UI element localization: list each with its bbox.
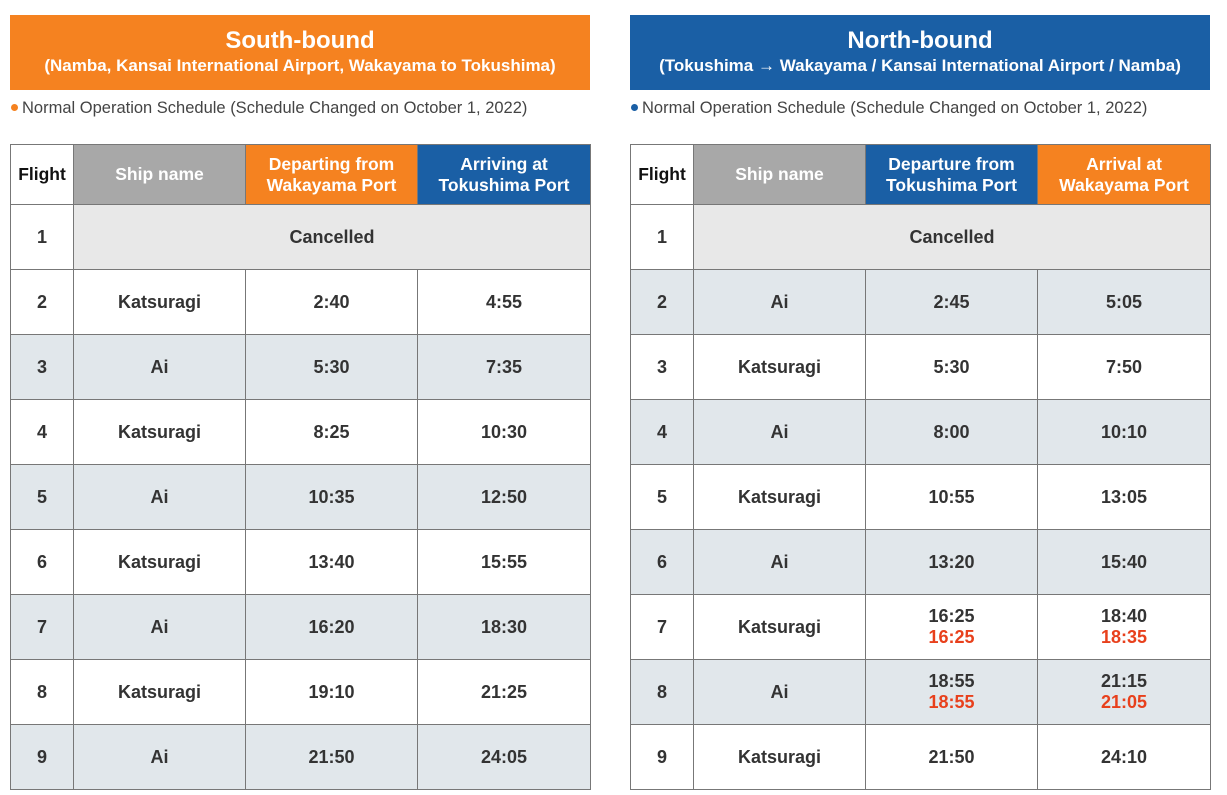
table-row <box>631 660 1211 725</box>
northbound-note-text: Normal Operation Schedule (Schedule Changed on October 1, 2022) <box>642 99 1148 117</box>
flight-number-cell: 4 <box>631 400 694 465</box>
flight-number-cell: 2 <box>631 270 694 335</box>
southbound-banner <box>10 15 590 90</box>
ship-name-cell: Katsuragi <box>74 530 246 595</box>
ship-name-cell: Katsuragi <box>74 660 246 725</box>
northbound-timetable <box>630 144 1211 790</box>
flight-number-cell: 9 <box>11 725 74 790</box>
ship-name-cell: Katsuragi <box>694 725 866 790</box>
flight-number-cell: 3 <box>11 335 74 400</box>
table-row <box>11 465 591 530</box>
arrival-column-header: Arriving at Tokushima Port <box>418 145 591 205</box>
changed-time: 18:35 <box>1100 627 1148 647</box>
arrival-time-cell: 7:35 <box>418 335 591 400</box>
scheduled-time: 18:55 <box>928 671 975 691</box>
changed-time: 18:55 <box>928 692 975 712</box>
ship-name-cell: Ai <box>74 465 246 530</box>
scheduled-time: 16:25 <box>928 606 975 626</box>
flight-number-cell: 9 <box>631 725 694 790</box>
flight-number-cell: 4 <box>11 400 74 465</box>
departure-column-header: Departing from Wakayama Port <box>246 145 418 205</box>
flight-number-cell: 1 <box>631 205 694 270</box>
arrival-time-cell: 10:10 <box>1038 400 1211 465</box>
flight-number-cell: 7 <box>11 595 74 660</box>
cancelled-cell: Cancelled <box>74 205 591 270</box>
table-row <box>631 400 1211 465</box>
arrival-time-cell: 24:05 <box>418 725 591 790</box>
ship-name-cell: Ai <box>694 400 866 465</box>
departure-time-cell: 19:10 <box>246 660 418 725</box>
ship-name-cell: Ai <box>74 595 246 660</box>
arrival-column-header: Arrival at Wakayama Port <box>1038 145 1211 205</box>
flight-number-cell: 5 <box>11 465 74 530</box>
northbound-panel <box>630 15 1210 767</box>
table-header-row <box>631 145 1211 205</box>
northbound-subtitle: (Tokushima → Wakayama / Kansai International Airport / Namba) <box>659 56 1181 75</box>
table-row <box>631 725 1211 790</box>
departure-time-cell: 16:20 <box>246 595 418 660</box>
table-row <box>11 270 591 335</box>
flight-number-cell: 8 <box>631 660 694 725</box>
ship-name-cell: Katsuragi <box>694 335 866 400</box>
southbound-subtitle: (Namba, Kansai International Airport, Wakayama to Tokushima) <box>44 56 556 75</box>
table-row <box>631 335 1211 400</box>
arrival-time-cell <box>1038 595 1211 660</box>
table-row <box>11 400 591 465</box>
departure-time-cell <box>866 595 1038 660</box>
departure-time-cell: 10:55 <box>866 465 1038 530</box>
ship-name-cell: Ai <box>694 530 866 595</box>
arrival-time-cell: 15:40 <box>1038 530 1211 595</box>
arrival-time-cell: 7:50 <box>1038 335 1211 400</box>
northbound-title: North-bound <box>847 27 993 54</box>
ship-column-header: Ship name <box>74 145 246 205</box>
flight-number-cell: 6 <box>11 530 74 595</box>
table-row <box>11 530 591 595</box>
flight-number-cell: 5 <box>631 465 694 530</box>
table-row <box>11 335 591 400</box>
departure-time-cell: 8:25 <box>246 400 418 465</box>
departure-time-cell: 2:40 <box>246 270 418 335</box>
changed-time: 16:25 <box>928 627 975 647</box>
departure-time-cell: 21:50 <box>246 725 418 790</box>
southbound-schedule-note <box>10 98 590 118</box>
table-row <box>631 595 1211 660</box>
departure-time-cell <box>866 660 1038 725</box>
ship-name-cell: Ai <box>694 660 866 725</box>
ship-name-cell: Katsuragi <box>74 400 246 465</box>
southbound-panel <box>10 15 590 767</box>
arrival-time-cell: 4:55 <box>418 270 591 335</box>
arrival-time-cell: 13:05 <box>1038 465 1211 530</box>
arrival-time-cell: 5:05 <box>1038 270 1211 335</box>
arrival-time-cell: 15:55 <box>418 530 591 595</box>
northbound-banner <box>630 15 1210 90</box>
scheduled-time: 21:15 <box>1100 671 1148 691</box>
arrival-time-cell: 18:30 <box>418 595 591 660</box>
bullet-icon <box>11 104 18 111</box>
ship-name-cell: Ai <box>694 270 866 335</box>
departure-time-cell: 5:30 <box>866 335 1038 400</box>
ship-name-cell: Ai <box>74 335 246 400</box>
flight-number-cell: 1 <box>11 205 74 270</box>
flight-number-cell: 7 <box>631 595 694 660</box>
northbound-schedule-note <box>630 98 1210 118</box>
arrival-time-cell: 24:10 <box>1038 725 1211 790</box>
flight-number-cell: 2 <box>11 270 74 335</box>
arrival-time-cell: 10:30 <box>418 400 591 465</box>
ship-name-cell: Katsuragi <box>694 595 866 660</box>
table-row <box>631 530 1211 595</box>
flight-number-cell: 8 <box>11 660 74 725</box>
cancelled-cell: Cancelled <box>694 205 1211 270</box>
bullet-icon <box>631 104 638 111</box>
table-row <box>11 660 591 725</box>
ship-column-header: Ship name <box>694 145 866 205</box>
departure-time-cell: 21:50 <box>866 725 1038 790</box>
southbound-note-text: Normal Operation Schedule (Schedule Changed on October 1, 2022) <box>22 99 528 117</box>
departure-time-cell: 2:45 <box>866 270 1038 335</box>
ship-name-cell: Ai <box>74 725 246 790</box>
changed-time: 21:05 <box>1100 692 1148 712</box>
departure-time-cell: 8:00 <box>866 400 1038 465</box>
flight-number-cell: 3 <box>631 335 694 400</box>
departure-time-cell: 5:30 <box>246 335 418 400</box>
departure-time-cell: 10:35 <box>246 465 418 530</box>
southbound-timetable <box>10 144 591 790</box>
arrival-time-cell <box>1038 660 1211 725</box>
departure-time-cell: 13:20 <box>866 530 1038 595</box>
table-row <box>11 725 591 790</box>
table-row <box>631 270 1211 335</box>
table-row <box>11 595 591 660</box>
arrival-time-cell: 12:50 <box>418 465 591 530</box>
flight-number-cell: 6 <box>631 530 694 595</box>
departure-time-cell: 13:40 <box>246 530 418 595</box>
flight-column-header: Flight <box>631 145 694 205</box>
table-row <box>631 465 1211 530</box>
scheduled-time: 18:40 <box>1100 606 1148 626</box>
table-row <box>11 205 591 270</box>
southbound-title: South-bound <box>225 27 375 54</box>
table-header-row <box>11 145 591 205</box>
ship-name-cell: Katsuragi <box>694 465 866 530</box>
departure-column-header: Departure from Tokushima Port <box>866 145 1038 205</box>
ship-name-cell: Katsuragi <box>74 270 246 335</box>
table-row <box>631 205 1211 270</box>
arrival-time-cell: 21:25 <box>418 660 591 725</box>
flight-column-header: Flight <box>11 145 74 205</box>
